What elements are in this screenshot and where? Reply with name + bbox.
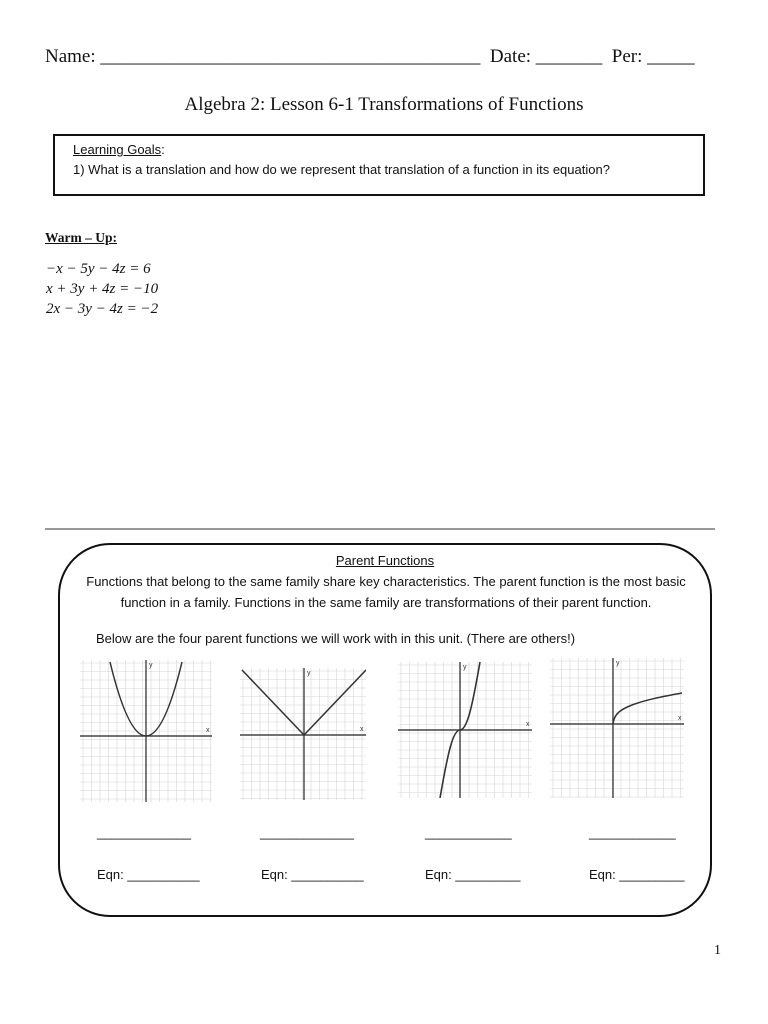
learning-goals-question: 1) What is a translation and how do we represent that translation of a function in its equation? [73, 162, 610, 177]
warm-up-equation: x + 3y + 4z = −10 [46, 281, 159, 297]
name-blank[interactable]: ____________ [589, 825, 676, 840]
page-title: Algebra 2: Lesson 6-1 Transformations of Functions [184, 94, 584, 115]
name-blank[interactable]: _____________ [97, 825, 191, 840]
x-axis-label: x [678, 715, 682, 722]
y-axis-label: y [149, 662, 153, 669]
x-axis-label: x [360, 726, 364, 733]
graph-grid [550, 658, 684, 798]
equation-blank[interactable]: Eqn: __________ [97, 867, 200, 882]
equation-blank[interactable]: Eqn: __________ [261, 867, 364, 882]
y-axis-label: y [307, 670, 311, 677]
warm-up-heading: Warm – Up: [45, 230, 117, 245]
x-axis-label: x [526, 721, 530, 728]
page-number: 1 [714, 943, 721, 958]
parent-functions-intro: Below are the four parent functions we will work with in this unit. (There are others!) [96, 631, 576, 646]
equation-blank[interactable]: Eqn: _________ [589, 867, 685, 882]
learning-goals-heading [73, 142, 703, 157]
learning-goals-colon: : [161, 142, 165, 157]
cubic-graph [398, 662, 532, 798]
warm-up-equation: −x − 5y − 4z = 6 [46, 261, 151, 277]
equation-blank[interactable]: Eqn: _________ [425, 867, 521, 882]
square-root-graph [550, 658, 684, 798]
warm-up-equation: 2x − 3y − 4z = −2 [46, 301, 159, 317]
name-blank[interactable]: _____________ [260, 825, 354, 840]
name-date-period-line: Name: ________________________________________ Date: _______ Per: _____ [45, 46, 695, 67]
square-root-curve [613, 693, 682, 724]
x-axis-label: x [206, 727, 210, 734]
y-axis-label: y [616, 660, 620, 667]
learning-goals-box [53, 134, 705, 196]
learning-goals-label: Learning Goals [73, 142, 162, 157]
quadratic-graph [80, 660, 212, 802]
name-blank[interactable]: ____________ [425, 825, 512, 840]
parent-functions-title: Parent Functions [335, 553, 435, 568]
section-divider [45, 528, 715, 530]
y-axis-label: y [463, 664, 467, 671]
parent-functions-description: Functions that belong to the same family share key characteristics. The parent function is the most basic function in a family. Functions in the same family are transformations of their parent function. [86, 574, 686, 610]
absolute-value-graph [240, 668, 366, 800]
